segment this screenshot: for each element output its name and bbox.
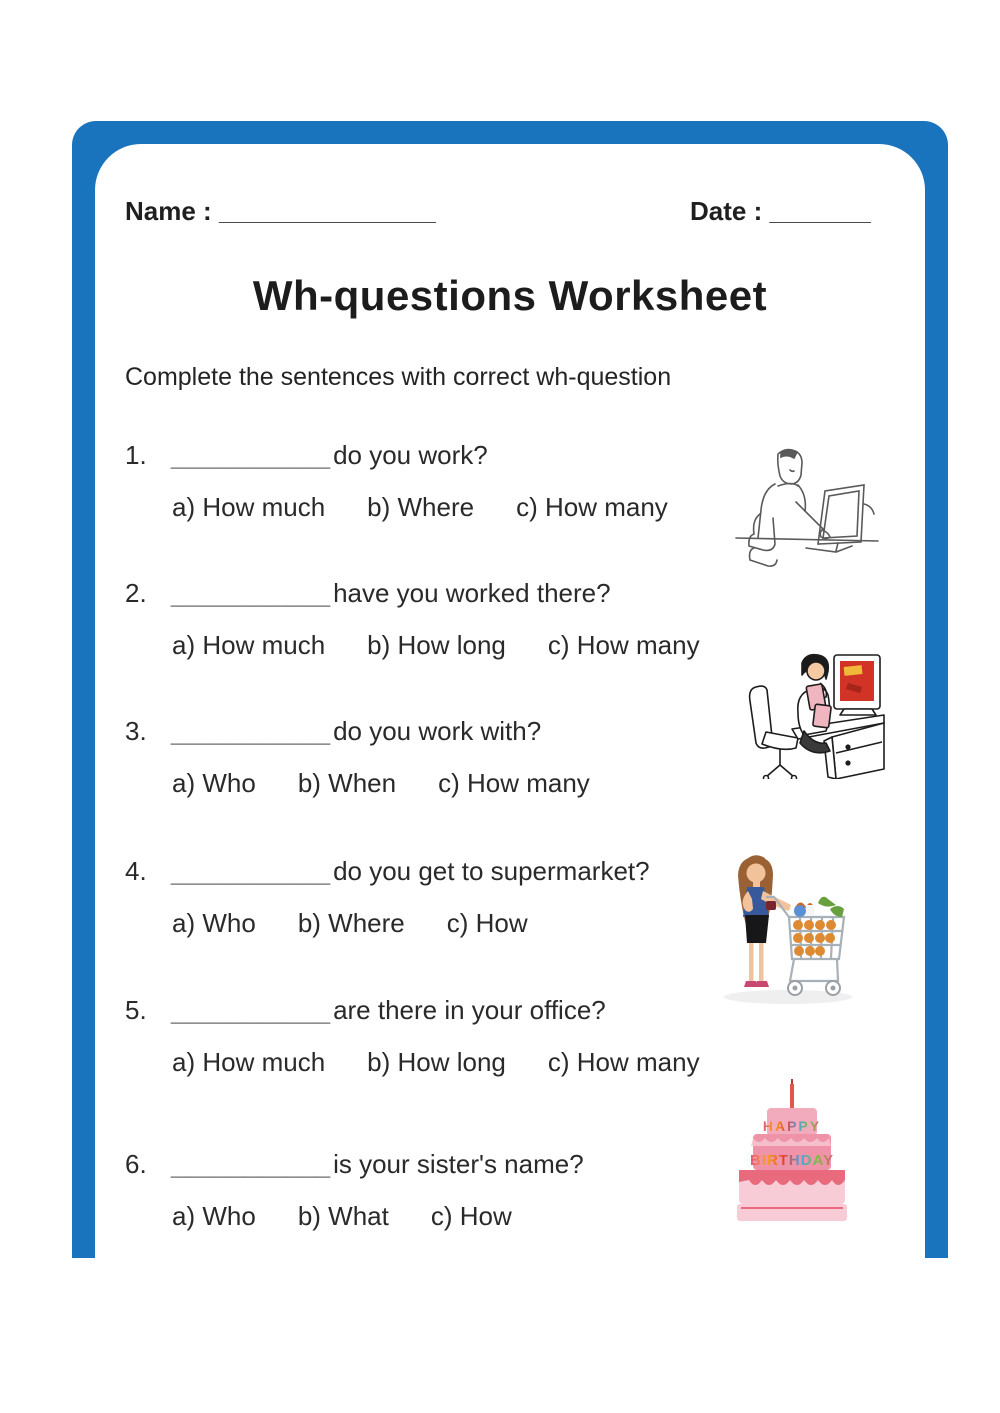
question-row-1 [125,440,488,471]
question-number: 3. [125,716,147,746]
option-b: b) How long [367,630,506,660]
question-blank[interactable]: ___________ [171,1149,331,1179]
options-row-1 [172,492,668,523]
option-b: b) Where [367,492,475,522]
option-a: a) How much [172,630,326,660]
cake-birthday-text: BIRTHDAY [749,1152,835,1169]
question-text: do you work with? [333,716,542,746]
question-blank[interactable]: ___________ [171,578,331,608]
question-number: 1. [125,440,147,470]
option-a: a) How much [172,1047,326,1077]
options-row-4 [172,908,528,939]
man-working-at-computer-sketch-image [726,444,884,576]
date-row [690,196,871,227]
woman-shopping-cart-icon [710,851,860,1007]
page-title: Wh-questions Worksheet [252,272,768,319]
option-c: c) How many [547,1047,700,1077]
option-c: c) How [446,908,528,938]
option-a: a) Who [172,768,256,798]
man-at-desk-with-computer-image [736,649,886,779]
cake-happy-text: HAPPY [762,1118,822,1134]
question-text: is your sister's name? [333,1149,584,1179]
options-row-2 [172,630,700,661]
question-number: 6. [125,1149,147,1179]
man-at-desk-icon [736,649,886,779]
question-number: 5. [125,995,147,1025]
question-blank[interactable]: ___________ [171,440,331,470]
birthday-cake-icon [716,1074,868,1226]
man-at-computer-sketch-icon [726,444,884,576]
name-label: Name : [125,196,212,226]
question-text: are there in your office? [333,995,606,1025]
options-row-6 [172,1201,512,1232]
question-row-4 [125,856,650,887]
option-c: c) How [430,1201,512,1231]
question-text: have you worked there? [333,578,611,608]
date-label: Date : [690,196,763,226]
question-blank[interactable]: ___________ [171,856,331,886]
option-c: c) How many [547,630,700,660]
name-blank[interactable]: _______________ [218,196,436,226]
option-a: a) How much [172,492,326,522]
option-a: a) Who [172,1201,256,1231]
question-number: 2. [125,578,147,608]
instruction-text: Complete the sentences with correct wh-question [125,363,672,391]
option-c: c) How many [516,492,668,522]
birthday-cake-image [716,1074,868,1226]
option-c: c) How many [438,768,590,798]
option-a: a) Who [172,908,256,938]
options-row-3 [172,768,590,799]
option-b: b) How long [367,1047,506,1077]
option-b: b) What [297,1201,389,1231]
question-blank[interactable]: ___________ [171,995,331,1025]
question-number: 4. [125,856,147,886]
question-text: do you work? [333,440,488,470]
question-row-6 [125,1149,584,1180]
woman-with-shopping-cart-image [710,851,860,1007]
option-b: b) When [297,768,397,798]
question-row-2 [125,578,611,609]
option-b: b) Where [297,908,405,938]
question-blank[interactable]: ___________ [171,716,331,746]
name-row [125,196,436,227]
question-row-3 [125,716,541,747]
question-row-5 [125,995,606,1026]
question-text: do you get to supermarket? [333,856,650,886]
options-row-5 [172,1047,700,1078]
date-blank[interactable]: _______ [769,196,871,226]
